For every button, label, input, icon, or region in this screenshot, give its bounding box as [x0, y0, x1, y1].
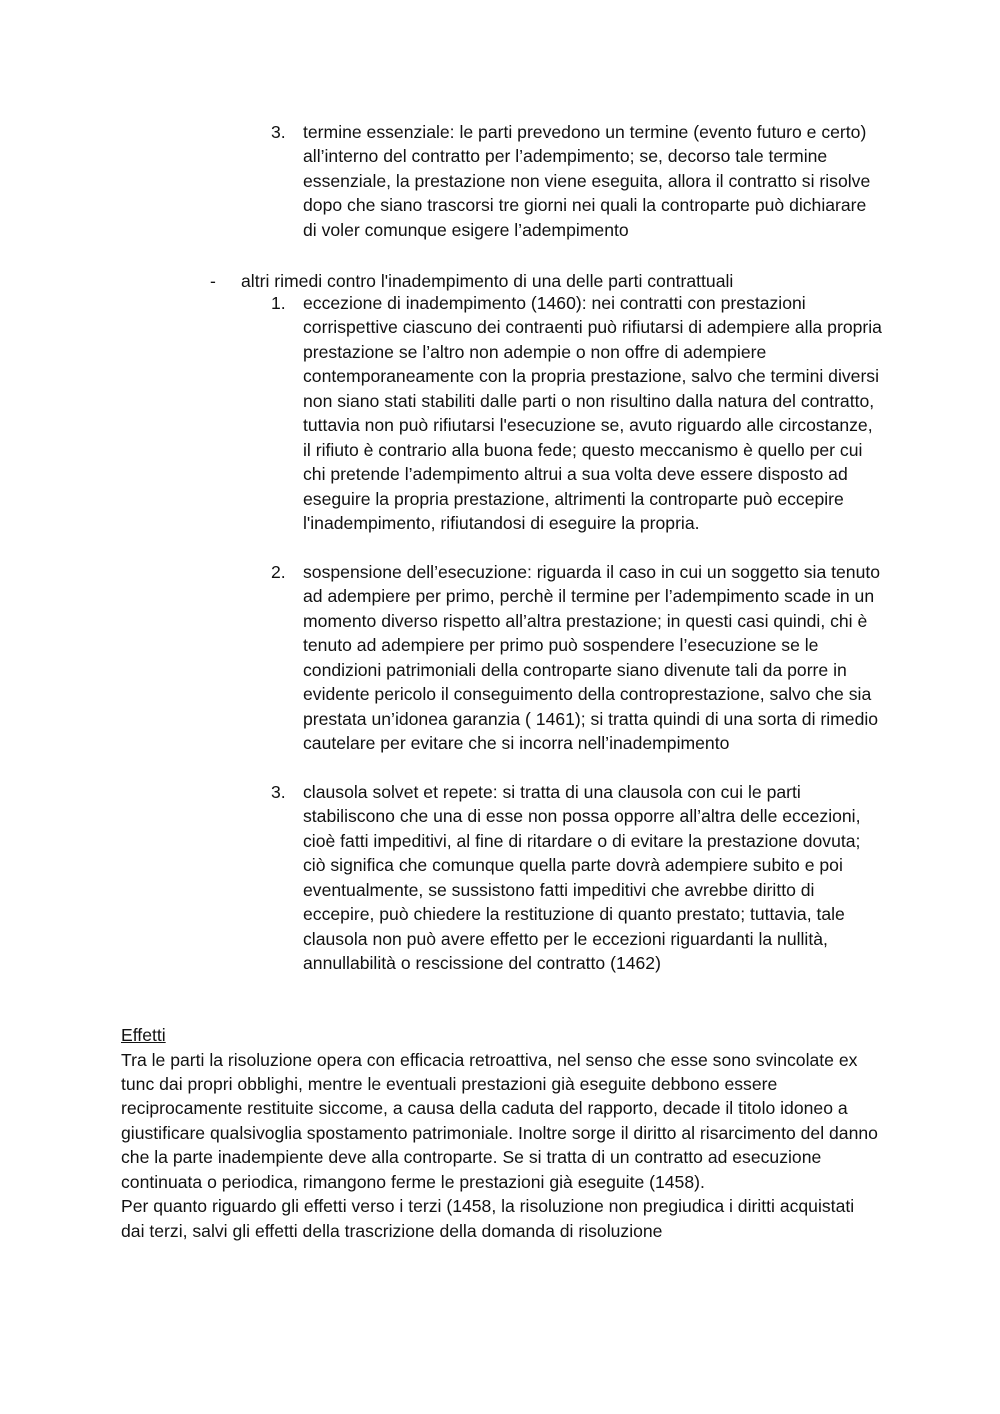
bullet-text: altri rimedi contro l'inadempimento di una delle parti contrattuali: [241, 271, 734, 291]
effetti-terzi-text: Per quanto riguardo gli effetti verso i terzi (1458, la risoluzione non pregiudica i diritti acquistati dai terzi, salvi gli effetti della trascrizione della domanda di risoluzione: [121, 1196, 855, 1241]
list-item-eccezione-inadempimento: [271, 291, 883, 536]
list-item-sospensione-esecuzione: [271, 560, 883, 756]
effetti-paragraph-text: Tra le parti la risoluzione opera con efficacia retroattiva, nel senso che esse sono svincolate ex tunc dai propri obblighi, mentre le eventuali prestazioni già eseguite debbono essere reciprocamente restituite siccome, a causa della caduta del rapporto, decade il titolo idoneo a giustificare qualsivoglia spostamento patrimoniale. Inoltre sorge il diritto al risarcimento del danno che la parte inadempiente deve alla controparte. Se si tratta di un contratto ad esecuzione continuata o periodica, rimangono ferme le prestazioni già eseguite (1458).: [121, 1049, 878, 1192]
list-number: 1.: [271, 293, 286, 313]
list-number: 3.: [271, 122, 286, 142]
list-number: 3.: [271, 782, 286, 802]
list-item-text: eccezione di inadempimento (1460): nei contratti con prestazioni corrispettive ciascuno dei contraenti può rifiutarsi di adempiere alla propria prestazione se l’altro non adempie o non offre di adempiere contemporaneamente con la propria prestazione, salvo che termini diversi non siano stati stabiliti dalle parti o non risultino dalla natura del contratto, tuttavia non può rifiutarsi l'esecuzione se, avuto riguardo alle circostanze, il rifiuto è contrario alla buona fede; questo meccanismo è quello per cui chi pretende l’adempimento altrui a sua volta deve essere disposto ad eseguire la propria prestazione, altrimenti la controparte può eccepire l'inadempimento, rifiutandosi di eseguire la propria.: [303, 293, 882, 534]
bullet-dash: -: [210, 271, 216, 291]
list-item-text: sospensione dell’esecuzione: riguarda il caso in cui un soggetto sia tenuto ad adempiere per primo, perchè il termine per l’adempimento scade in un momento diverso rispetto all’altra prestazione; in questi casi quindi, chi è tenuto ad adempiere per primo può sospendere l’esecuzione se le condizioni patrimoniali della controparte siano divenute tali da porre in evidente pericolo il conseguimento della controprestazione, salvo che sia prestata un’idonea garanzia ( 1461); si tratta quindi di una sorta di rimedio cautelare per evitare che si incorra nell’inadempimento: [303, 562, 881, 754]
list-item-text: clausola solvet et repete: si tratta di una clausola con cui le parti stabiliscono che una di esse non possa opporre all’altra delle eccezioni, cioè fatti impeditivi, al fine di ritardare o di evitare la prestazione dovuta; ciò significa che comunque quella parte dovrà adempiere subito e poi eventualmente, se sussistono fatti impeditivi che avrebbe diritto di eccepire, può chiedere la restituzione di quanto prestato; tuttavia, tale clausola non può avere effetto per le eccezioni riguardanti la nullità, annullabilità o rescissione del contratto (1462): [303, 782, 861, 974]
list-item-clausola-solvet-repete: [271, 780, 883, 976]
list-number: 2.: [271, 562, 286, 582]
effetti-paragraph: [121, 1048, 881, 1244]
section-title-effetti: Effetti: [121, 1025, 166, 1045]
bullet-item-altri-rimedi: [210, 269, 881, 293]
list-item-text: termine essenziale: le parti prevedono un termine (evento futuro e certo) all’interno del contratto per l’adempimento; se, decorso tale termine essenziale, la prestazione non viene eseguita, allora il contratto si risolve dopo che siano trascorsi tre giorni nei quali la controparte può dichiarare di voler comunque esigere l’adempimento: [303, 122, 871, 240]
list-item-termine-essenziale: [271, 120, 883, 242]
